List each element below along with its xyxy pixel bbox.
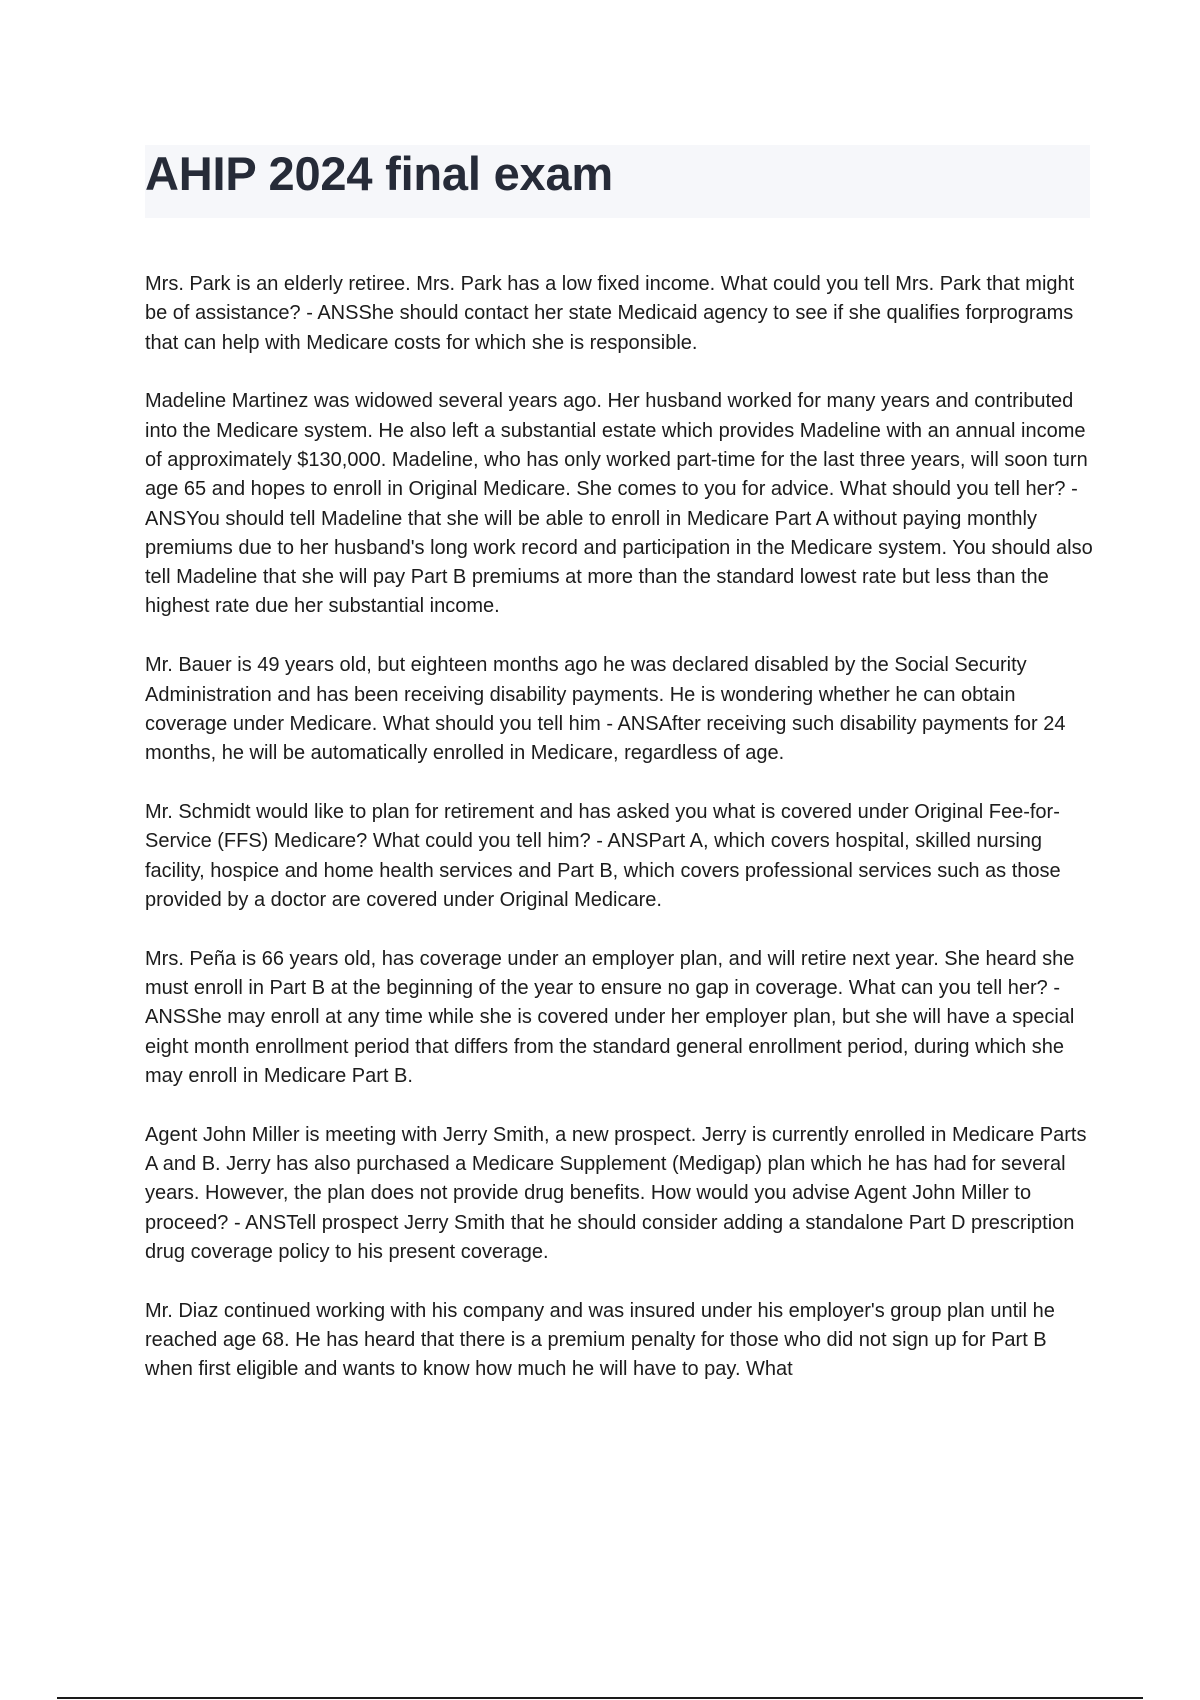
qa-entry-diaz: Mr. Diaz continued working with his company and was insured under his employer's group plan until he reached age 68. He has heard that there is a premium penalty for those who did not sign up for Part B when first eligible and wants to know how much he will have to pay. What: [145, 1299, 1055, 1381]
page-bottom-rule: [57, 1697, 1143, 1699]
qa-entry-pena: Mrs. Peña is 66 years old, has coverage under an employer plan, and will retire next year. She heard she must enroll in Part B at the beginning of the year to ensure no gap in coverage. What can you tell her? - ANSShe may enroll at any time while she is covered under her employer plan, but she will have a special eight month enrollment period that differs from the standard general enrollment period, during which she may enroll in Medicare Part B.: [145, 947, 1075, 1087]
qa-entry-martinez: Madeline Martinez was widowed several years ago. Her husband worked for many years and contributed into the Medicare system. He also left a substantial estate which provides Madeline with an annual income of approximately $130,000. Madeline, who has only worked part-time for the last three years, will soon turn age 65 and hopes to enroll in Original Medicare. She comes to you for advice. What should you tell her? - ANSYou should tell Madeline that she will be able to enroll in Medicare Part A without paying monthly premiums due to her husband's long work record and participation in the Medicare system. You should also tell Madeline that she will pay Part B premiums at more than the standard lowest rate but less than the highest rate due her substantial income.: [145, 390, 1093, 618]
qa-entry-schmidt: Mr. Schmidt would like to plan for retirement and has asked you what is covered under Original Fee-for-Service (FFS) Medicare? What could you tell him? - ANSPart A, which covers hospital, skilled nursing facility, hospice and home health services and Part B, which covers professional services such as those provided by a doctor are covered under Original Medicare.: [145, 800, 1061, 911]
document-body: [145, 270, 1095, 1385]
qa-entry-bauer: Mr. Bauer is 49 years old, but eighteen months ago he was declared disabled by the Social Security Administration and has been receiving disability payments. He is wondering whether he can obtain coverage under Medicare. What should you tell him - ANSAfter receiving such disability payments for 24 months, he will be automatically enrolled in Medicare, regardless of age.: [145, 654, 1066, 765]
qa-entry-park: Mrs. Park is an elderly retiree. Mrs. Park has a low fixed income. What could you tell Mrs. Park that might be of assistance? - ANSShe should contact her state Medicaid agency to see if she qualifies forprograms that can help with Medicare costs for which she is responsible.: [145, 273, 1075, 354]
document-title: AHIP 2024 final exam: [145, 147, 613, 200]
qa-entry-miller: Agent John Miller is meeting with Jerry Smith, a new prospect. Jerry is currently enrolled in Medicare Parts A and B. Jerry has also purchased a Medicare Supplement (Medigap) plan which he has had for several years. However, the plan does not provide drug benefits. How would you advise Agent John Miller to proceed? - ANSTell prospect Jerry Smith that he should consider adding a standalone Part D prescription drug coverage policy to his present coverage.: [145, 1123, 1087, 1263]
